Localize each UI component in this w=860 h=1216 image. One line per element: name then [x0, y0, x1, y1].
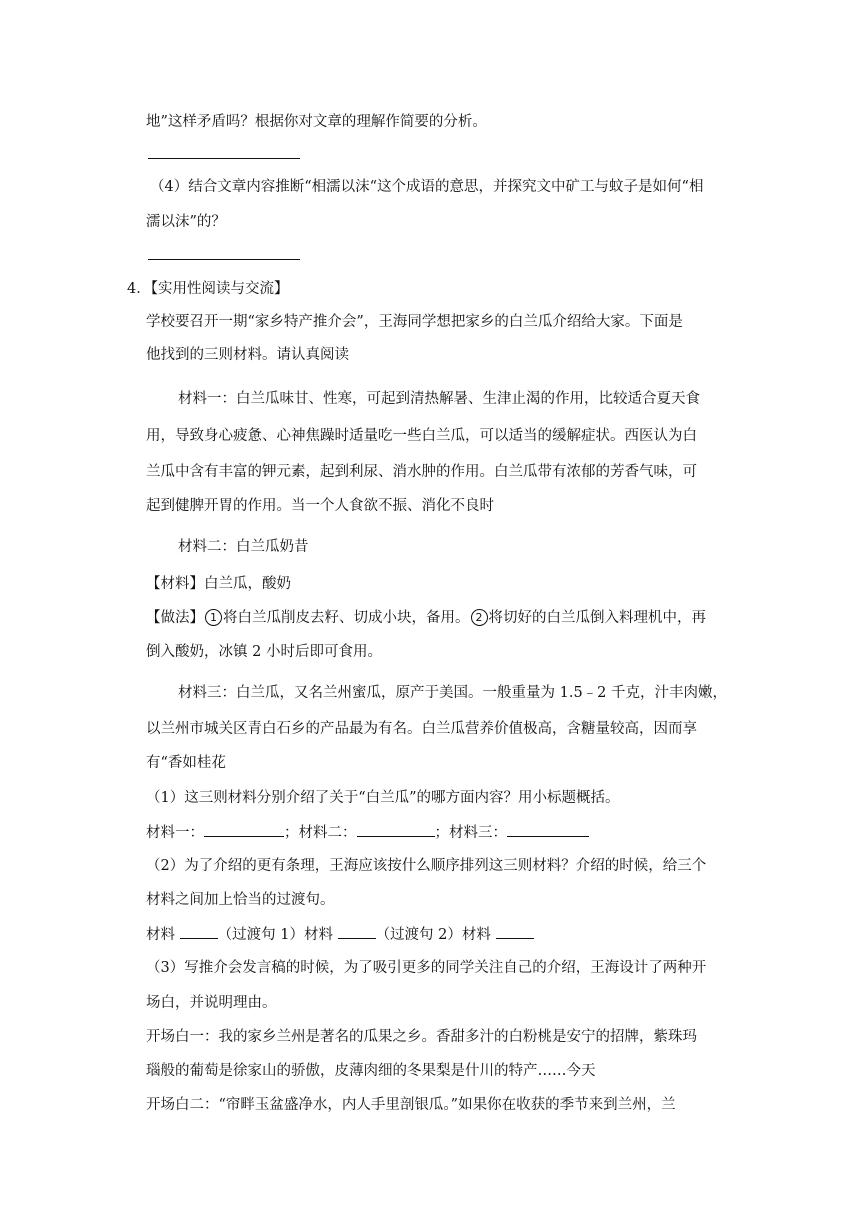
material-2-method-line1 — [146, 608, 706, 628]
material-2-method-line2: 倒入酸奶，冰镇 2 小时后即可食用。 — [146, 644, 382, 660]
opening-1-line2: 瑙般的葡萄是徐家山的骄傲，皮薄肉细的冬果梨是什川的特产……今天 — [146, 1063, 596, 1079]
material-1-line2: 用，导致身心疲惫、心神焦躁时适量吃一些白兰瓜，可以适当的缓解症状。西医认为白 — [146, 428, 697, 444]
order-blank-1[interactable] — [180, 924, 218, 939]
sub-question-2-line1: （2）为了介绍的更有条理，王海应该按什么顺序排列这三则材料？介绍的时候，给三个 — [146, 858, 707, 874]
answer-blank-m2[interactable] — [357, 822, 435, 837]
answer-label-m1: 材料一： — [146, 825, 204, 841]
order-label-b: （过渡句 1）材料 — [217, 927, 338, 943]
sub-question-2-line2: 材料之间加上恰当的过渡句。 — [146, 892, 335, 908]
opening-1-line1: 开场白一：我的家乡兰州是著名的瓜果之乡。香甜多汁的白粉桃是安宁的招牌，紫珠玛 — [146, 1029, 697, 1045]
order-label-a: 材料 — [146, 927, 180, 943]
material-2-title: 材料二：白兰瓜奶昔 — [178, 539, 309, 555]
material-3-line3: 有“香如桂花 — [146, 755, 226, 771]
material-3-line2: 以兰州市城关区青白石乡的产品最为有名。白兰瓜营养价值极高，含糖量较高，因而享 — [146, 721, 697, 737]
answer-blank-m1[interactable] — [204, 822, 284, 837]
material-1-line4: 起到健脾开胃的作用。当一个人食欲不振、消化不良时 — [146, 498, 494, 514]
step-2-circled-number: 2 — [471, 609, 488, 626]
material-1-line1: 材料一：白兰瓜味甘、性寒，可起到清热解暑、生津止渴的作用，比较适合夏天食 — [178, 391, 700, 407]
opening-2-line1: 开场白二：“帘畔玉盆盛净水，内人手里剖银瓜。”如果你在收获的季节来到兰州，兰 — [146, 1097, 676, 1113]
sub-question-1-answer-row — [146, 822, 589, 843]
method-label: 【做法】 — [146, 610, 204, 626]
q3-sub4-line2: 濡以沫”的？ — [146, 214, 226, 230]
question-4-heading — [127, 279, 288, 299]
answer-blank-m3[interactable] — [507, 822, 589, 837]
order-blank-3[interactable] — [496, 924, 534, 939]
section-title: 【实用性阅读与交流】 — [150, 281, 289, 297]
answer-label-m2: ；材料二： — [284, 825, 357, 841]
q4-intro-line2: 他找到的三则材料。请认真阅读 — [146, 347, 349, 363]
order-blank-2[interactable] — [338, 924, 376, 939]
q4-intro-line1: 学校要召开一期“家乡特产推介会”，王海同学想把家乡的白兰瓜介绍给大家。下面是 — [146, 314, 683, 330]
q3-sub4-line1: （4）结合文章内容推断“相濡以沫“这个成语的意思，并探究文中矿工与蚊子是如何“相 — [150, 179, 704, 195]
order-label-c: （过渡句 2）材料 — [375, 927, 496, 943]
material-2-ingredients: 【材料】白兰瓜，酸奶 — [146, 576, 291, 592]
material-1-line3: 兰瓜中含有丰富的钾元素，起到利尿、消水肿的作用。白兰瓜带有浓郁的芳香气味，可 — [146, 464, 697, 480]
sub-question-2-answer-row — [146, 924, 534, 945]
step-1-text: 将白兰瓜削皮去籽、切成小块，备用。 — [223, 610, 470, 626]
q3-continuation-text: 地”这样矛盾吗？根据你对文章的理解作简要的分析。 — [146, 114, 487, 130]
sub-question-3-line1: （3）写推介会发言稿的时候，为了吸引更多的同学关注自己的介绍，王海设计了两种开 — [146, 960, 707, 976]
answer-line-q3-3 — [148, 158, 300, 159]
material-3-line1: 材料三：白兰瓜，又名兰州蜜瓜，原产于美国。一般重量为 1.5﹣2 千克，汁丰肉嫩， — [178, 685, 728, 701]
question-number: 4． — [127, 281, 151, 297]
step-2-text: 将切好的白兰瓜倒入料理机中，再 — [488, 610, 706, 626]
sub-question-3-line2: 场白，并说明理由。 — [146, 995, 277, 1011]
answer-label-m3: ；材料三： — [434, 825, 507, 841]
step-1-circled-number: 1 — [205, 609, 222, 626]
answer-line-q3-4 — [148, 259, 300, 260]
sub-question-1: （1）这三则材料分别介绍了关于“白兰瓜”的哪方面内容？用小标题概括。 — [146, 790, 620, 806]
